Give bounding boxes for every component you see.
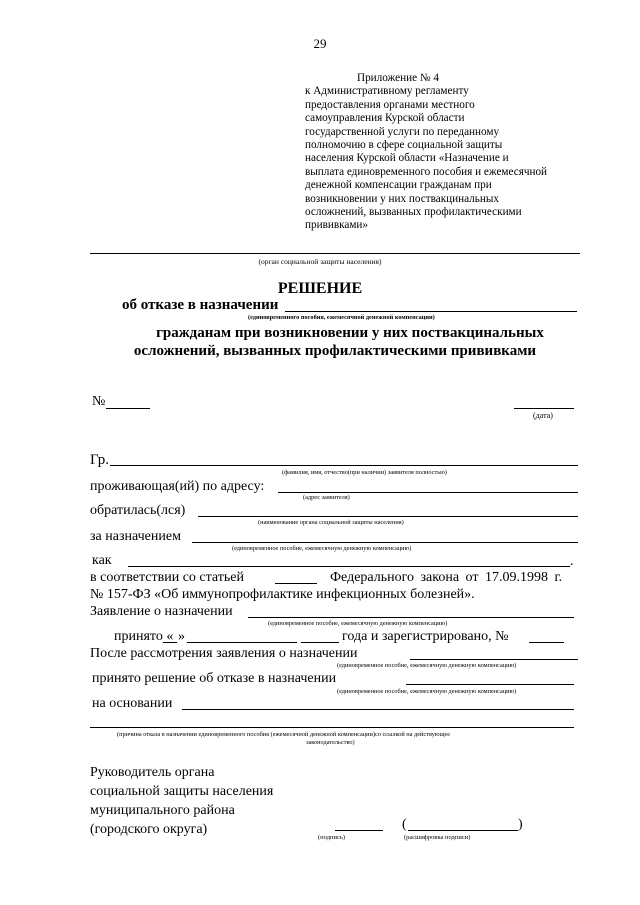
basis-field-1[interactable]	[182, 709, 574, 710]
accepted-year-field[interactable]	[301, 642, 339, 643]
appendix-line: населения Курской области «Назначение и	[305, 152, 509, 165]
number-label: №	[92, 394, 106, 409]
applied-label: обратилась(лся)	[90, 503, 186, 518]
as-dot: .	[570, 554, 574, 569]
statement-label: Заявление о назначении	[90, 604, 233, 619]
appendix-line: государственной услуги по переданному	[305, 125, 500, 138]
basis-label: на основании	[92, 696, 173, 711]
purpose-label: за назначением	[90, 529, 181, 544]
page-number: 29	[313, 36, 327, 51]
as-label: как	[92, 553, 112, 568]
law-name: № 157-ФЗ «Об иммунопрофилактике инфекционных болезней».	[90, 587, 475, 602]
date-caption: (дата)	[533, 411, 553, 420]
accepted-day-field[interactable]	[163, 642, 177, 643]
appendix-line: выплата единовременного пособия и ежемесячной	[305, 165, 548, 178]
decode-open: (	[402, 817, 407, 832]
decision-field[interactable]	[406, 684, 574, 685]
review-caption: (единовременное пособие, ежемесячную денежную компенсацию)	[337, 662, 517, 669]
accepted-month-field[interactable]	[187, 642, 297, 643]
basis-field-2[interactable]	[90, 727, 574, 728]
refusal-caption: (единовременного пособия, ежемесячной денежной компенсации)	[248, 314, 435, 321]
appendix-line: осложнений, вызванных профилактическими	[305, 206, 522, 219]
statement-caption: (единовременное пособие, ежемесячную денежную компенсацию)	[268, 620, 448, 627]
appendix-line: полномочию в сфере социальной защиты	[305, 139, 503, 152]
appendix-line: прививками»	[305, 219, 369, 232]
signature-line: Руководитель органа	[90, 765, 215, 780]
purpose-field[interactable]	[192, 542, 578, 543]
law-line-end: Федерального закона от 17.09.1998 г.	[330, 570, 563, 585]
organ-caption: (орган социальной защиты населения)	[258, 257, 382, 266]
review-field[interactable]	[410, 659, 578, 660]
sign-caption: (подпись)	[318, 834, 345, 841]
date-field[interactable]	[514, 408, 574, 409]
appendix-line: к Административному регламенту	[305, 85, 469, 98]
as-field[interactable]	[128, 566, 570, 567]
purpose-caption: (единовременное пособие, ежемесячную денежную компенсацию)	[232, 545, 412, 552]
statement-field[interactable]	[248, 617, 574, 618]
refusal-line-label: об отказе в назначении	[122, 297, 279, 313]
applied-field[interactable]	[198, 516, 578, 517]
appendix-title: Приложение № 4	[357, 72, 439, 84]
law-article-field[interactable]	[275, 583, 317, 584]
organ-fill-line[interactable]	[90, 253, 580, 254]
gr-field[interactable]	[110, 465, 578, 466]
address-field[interactable]	[278, 492, 578, 493]
gr-label: Гр.	[90, 452, 109, 468]
decision-label: принято решение об отказе в назначении	[92, 671, 337, 686]
signature-line: социальной защиты населения	[90, 784, 274, 799]
appendix-line: предоставления органами местного	[305, 98, 475, 111]
registration-number-field[interactable]	[529, 642, 564, 643]
gr-caption: (фамилия, имя, отчество(при наличии) заявителя полностью)	[282, 469, 447, 476]
heading-line-2: гражданам при возникновении у них поствакцинальных	[156, 325, 544, 341]
decode-caption: (расшифровка подписи)	[404, 834, 471, 841]
appendix-line: денежной компенсации гражданам при	[305, 179, 492, 192]
address-label: проживающая(ий) по адресу:	[90, 479, 265, 494]
appendix-block	[305, 72, 585, 233]
applied-caption: (наименование органа социальной защиты населения)	[258, 519, 404, 526]
accepted-end: года и зарегистрировано, №	[342, 629, 509, 644]
accepted-mid: »	[178, 629, 185, 644]
address-caption: (адрес заявителя)	[303, 494, 350, 501]
accepted-label: принято «	[114, 629, 174, 644]
decode-close: )	[518, 817, 523, 832]
decision-title: РЕШЕНИЕ	[277, 280, 363, 297]
review-label: После рассмотрения заявления о назначении	[90, 646, 358, 661]
basis-caption: (причина отказа в назначении единовременного пособия (ежемесячной денежной компенсации)со ссылкой на действующее	[117, 731, 451, 738]
decision-caption: (единовременное пособие, ежемесячную денежную компенсацию)	[337, 688, 517, 695]
number-field[interactable]	[106, 408, 150, 409]
decode-field[interactable]	[408, 830, 518, 831]
basis-caption: законодательство)	[306, 739, 355, 746]
appendix-line: самоуправления Курской области	[305, 112, 465, 125]
signature-line: муниципального района	[90, 803, 235, 818]
sign-field[interactable]	[335, 830, 383, 831]
appendix-line: возникновении у них поствакцинальных	[305, 192, 499, 205]
signature-line: (городского округа)	[90, 822, 208, 837]
law-line-start: в соответствии со статьей	[90, 570, 244, 585]
refusal-fill-line[interactable]	[285, 311, 577, 312]
heading-line-3: осложнений, вызванных профилактическими прививками	[133, 343, 537, 359]
